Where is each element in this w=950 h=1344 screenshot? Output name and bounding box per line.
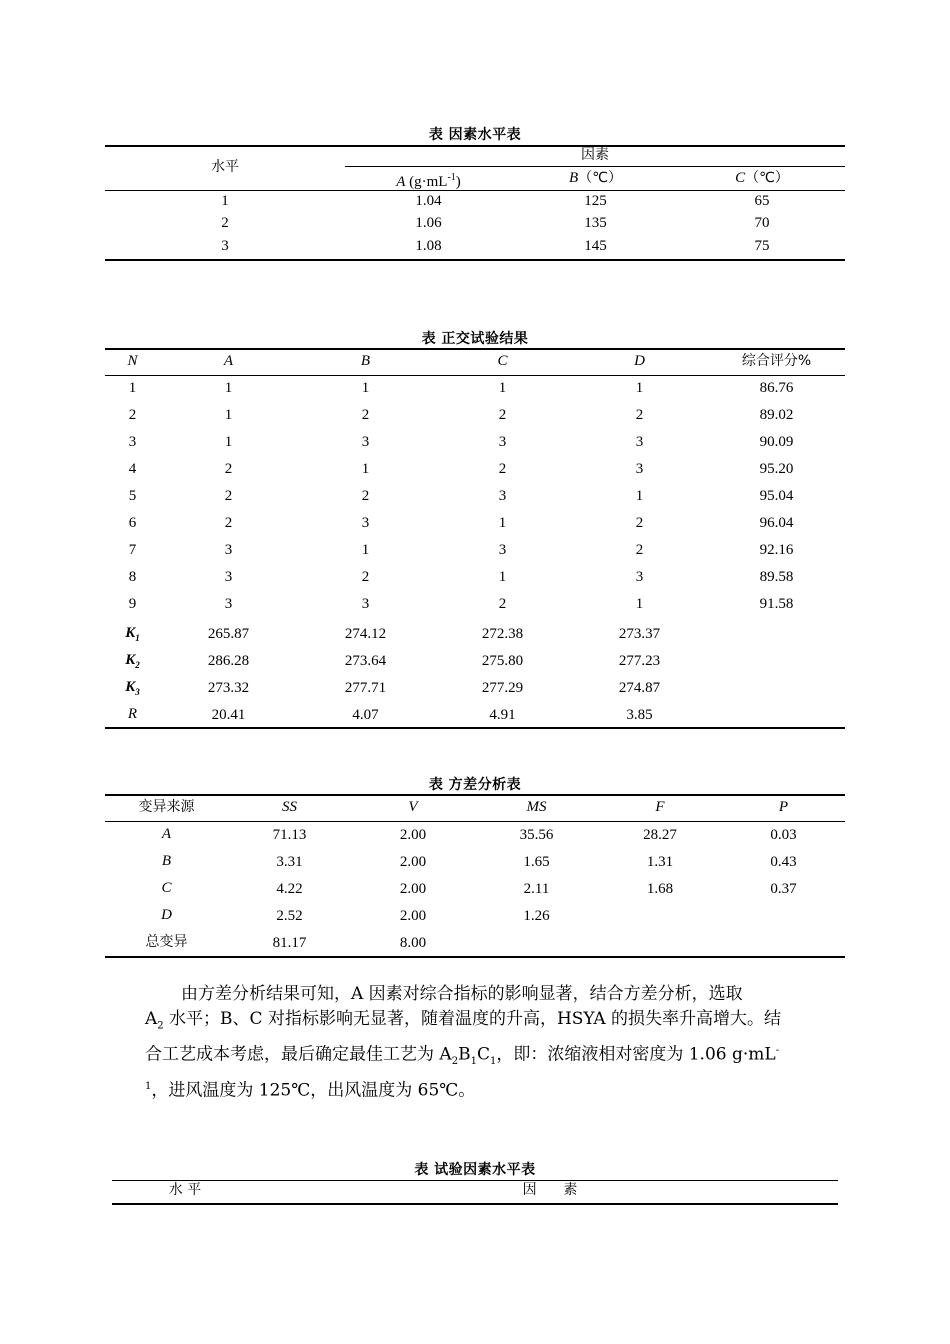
table2-cell-n: 6 [128, 515, 137, 531]
table2-cell-n: 5 [128, 488, 137, 504]
table3-title: 表 方差分析表 [428, 777, 522, 793]
table1-header-rule [105, 190, 845, 191]
table2-k-c: 272.38 [481, 626, 524, 642]
table2-title: 表 正交试验结果 [421, 331, 529, 347]
table3-cell-v: 8.00 [399, 935, 427, 951]
table3-cell-f: 1.31 [646, 854, 674, 870]
table3-cell-v: 2.00 [399, 827, 427, 843]
table2-k-a: 265.87 [207, 626, 250, 642]
table2-cell-a: 1 [224, 407, 233, 423]
table2-k-label: $K_1$ [125, 625, 140, 643]
table1-col-b-unit: （℃） [578, 170, 622, 186]
table2-cell-d: 2 [635, 542, 644, 558]
table2-header-c: C [497, 353, 508, 369]
table3-cell-f: 28.27 [643, 827, 677, 843]
table1-bottom-rule [105, 259, 845, 261]
table1-col-a-header [345, 169, 512, 191]
table2-cell-c: 1 [498, 380, 507, 396]
table2-cell-b: 3 [361, 434, 370, 450]
table2-r-label: R [127, 706, 138, 722]
table2-cell-n: 2 [128, 407, 137, 423]
table1-cell-b: 125 [584, 193, 607, 209]
table3-cell-source: D [161, 907, 172, 923]
table2-bottom-rule [105, 727, 845, 729]
table2-cell-a: 1 [224, 434, 233, 450]
table1-col-a-var: A [396, 174, 406, 190]
table2-k-b: 273.64 [344, 653, 387, 669]
table3-cell-ss: 2.52 [276, 908, 303, 924]
table2-cell-n: 9 [128, 596, 137, 612]
table1-cell-a: 1.06 [415, 215, 442, 231]
table1-cell-level: 3 [221, 238, 229, 254]
table3-cell-ms: 2.11 [523, 881, 550, 897]
table2-header-b: B [360, 353, 371, 369]
table1-cell-a: 1.04 [415, 193, 442, 209]
table2-r-a: 20.41 [211, 707, 246, 723]
table2-header-a: A [223, 353, 234, 369]
table1-col-b-header [512, 169, 679, 187]
paragraph-line-3: 合工艺成本考虑，最后确定最佳工艺为 $A_2B_1C_1$，即：浓缩液相对密度为 1.06 g·mL- [145, 1045, 780, 1068]
table3-cell-ms: 1.65 [523, 854, 550, 870]
table2-k-d: 273.37 [618, 626, 661, 642]
table3-header-ms: MS [526, 799, 547, 815]
table1-cell-b: 135 [584, 215, 607, 231]
table2-cell-d: 2 [635, 407, 644, 423]
table2-cell-b: 3 [361, 515, 370, 531]
table2-header-d: D [634, 353, 645, 369]
table3-header-ss: SS [282, 799, 297, 815]
table2-header-n: N [127, 353, 138, 369]
table2-cell-b: 2 [361, 488, 370, 504]
table2-cell-c: 2 [498, 407, 507, 423]
table2-r-c: 4.91 [489, 707, 516, 723]
table2-k-label: $K_2$ [125, 652, 140, 670]
table4-title: 表 试验因素水平表 [414, 1162, 536, 1178]
conclusion-paragraph [145, 982, 810, 1104]
table3-header-f: F [655, 799, 665, 815]
paragraph-line-1: 由方差分析结果可知，A 因素对综合指标的影响显著，结合方差分析，选取 [181, 984, 743, 1004]
table2-cell-score: 96.04 [759, 515, 794, 531]
table3-bottom-rule [105, 956, 845, 958]
table3-cell-source: A [161, 826, 172, 842]
table2-cell-c: 2 [498, 596, 507, 612]
table2-cell-c: 1 [498, 515, 507, 531]
table3-cell-ss: 71.13 [272, 827, 307, 843]
table2-top-rule [105, 348, 845, 350]
table2-k-a: 286.28 [207, 653, 250, 669]
table2-cell-b: 1 [361, 461, 370, 477]
table2-header-rule [105, 375, 845, 376]
table4-top-rule [112, 1180, 838, 1181]
table2-cell-a: 1 [224, 380, 233, 396]
table4-header-rule [112, 1203, 838, 1205]
table2-cell-a: 2 [224, 515, 233, 531]
table3-cell-v: 2.00 [399, 881, 427, 897]
table3-cell-ss: 4.22 [276, 881, 303, 897]
table2-cell-n: 4 [128, 461, 137, 477]
table3-top-rule [105, 794, 845, 796]
table3-cell-v: 2.00 [399, 854, 427, 870]
table2-cell-d: 1 [635, 488, 644, 504]
table1-cell-level: 2 [221, 215, 229, 231]
table2-cell-d: 1 [635, 596, 644, 612]
table3-cell-v: 2.00 [399, 908, 427, 924]
table2-cell-d: 1 [635, 380, 644, 396]
table1-header-factor: 因素 [581, 147, 609, 163]
table2-k-c: 275.80 [481, 653, 524, 669]
table2-cell-n: 7 [128, 542, 137, 558]
table2-cell-c: 3 [498, 542, 507, 558]
table2-k-a: 273.32 [207, 680, 250, 696]
table3-header-source: 变异来源 [138, 799, 195, 815]
table1-cell-b: 145 [584, 238, 607, 254]
table3-header-v: V [408, 799, 418, 815]
table2-cell-d: 3 [635, 461, 644, 477]
table2-r-b: 4.07 [352, 707, 379, 723]
table4-header-level: 水 平 [168, 1182, 202, 1198]
table3-cell-source: C [161, 880, 172, 896]
table2-k-label: $K_3$ [125, 679, 140, 697]
paragraph-line-4: $^1$，进风温度为 125℃，出风温度为 65℃。 [145, 1081, 476, 1102]
table3-cell-source: B [161, 853, 172, 869]
table3-header-p: P [778, 799, 789, 815]
table2-cell-score: 90.09 [759, 434, 794, 450]
table2-k-c: 277.29 [481, 680, 524, 696]
table1-cell-c: 65 [754, 193, 770, 209]
table2-cell-a: 3 [224, 542, 233, 558]
table2-cell-score: 86.76 [759, 380, 794, 396]
table3-cell-ms: 1.26 [523, 908, 550, 924]
table3-cell-f: 1.68 [646, 881, 674, 897]
table2-cell-a: 3 [224, 596, 233, 612]
table1-title: 表 因素水平表 [428, 127, 522, 143]
table2-cell-b: 2 [361, 407, 370, 423]
table2-cell-n: 1 [128, 380, 137, 396]
table2-k-b: 277.71 [344, 680, 387, 696]
table2-cell-score: 95.04 [759, 488, 794, 504]
table1-col-a-unit-close: ) [455, 174, 461, 190]
table2-cell-score: 89.02 [759, 407, 794, 423]
table1-cell-level: 1 [221, 193, 229, 209]
table1-col-c-var: C [735, 170, 746, 186]
table2-cell-d: 3 [635, 569, 644, 585]
table2-r-d: 3.85 [626, 707, 653, 723]
table3-cell-p: 0.03 [770, 827, 797, 843]
table2-cell-b: 1 [361, 380, 370, 396]
table3-cell-ss: 3.31 [276, 854, 303, 870]
table2-cell-a: 2 [224, 488, 233, 504]
table2-cell-c: 1 [498, 569, 507, 585]
table4-header-factor: 因 素 [522, 1182, 578, 1198]
table2-cell-n: 8 [128, 569, 137, 585]
table1-col-a-unit-sup: -1 [447, 172, 456, 183]
table2-cell-n: 3 [128, 434, 137, 450]
table2-cell-c: 3 [498, 434, 507, 450]
table2-cell-c: 2 [498, 461, 507, 477]
table3-header-rule [105, 821, 845, 822]
table2-k-d: 274.87 [618, 680, 661, 696]
table1-header-level: 水平 [211, 159, 239, 175]
table2-cell-a: 3 [224, 569, 233, 585]
table1-cell-a: 1.08 [415, 238, 442, 254]
table2-cell-d: 3 [635, 434, 644, 450]
table3-cell-p: 0.37 [770, 881, 797, 897]
table2-cell-score: 95.20 [759, 461, 794, 477]
table2-cell-score: 91.58 [759, 596, 794, 612]
table1-col-a-unit: (g·mL [405, 174, 448, 190]
table1-cell-c: 75 [754, 238, 770, 254]
table3-cell-p: 0.43 [770, 854, 797, 870]
table2-k-d: 277.23 [618, 653, 661, 669]
table1-col-b-var: B [569, 170, 579, 186]
table2-cell-score: 89.58 [759, 569, 794, 585]
table1-cell-c: 70 [754, 215, 770, 231]
table2-cell-b: 2 [361, 569, 370, 585]
table3-cell-source: 总变异 [145, 934, 188, 950]
table1-col-c-unit: （℃） [745, 170, 789, 186]
table2-cell-b: 1 [361, 542, 370, 558]
table2-cell-d: 2 [635, 515, 644, 531]
table2-cell-b: 3 [361, 596, 370, 612]
table2-cell-score: 92.16 [759, 542, 794, 558]
table1-col-c-header [679, 169, 845, 187]
table1-sub-rule [345, 166, 845, 167]
table2-k-b: 274.12 [344, 626, 387, 642]
table2-header-score: 综合评分% [741, 353, 812, 369]
table2-cell-c: 3 [498, 488, 507, 504]
table3-cell-ms: 35.56 [519, 827, 554, 843]
paragraph-line-2: $A_2$ 水平；B、C 对指标影响无显著，随着温度的升高，HSYA 的损失率升高增大。结 [145, 1009, 782, 1032]
table2-cell-a: 2 [224, 461, 233, 477]
table3-cell-ss: 81.17 [272, 935, 307, 951]
